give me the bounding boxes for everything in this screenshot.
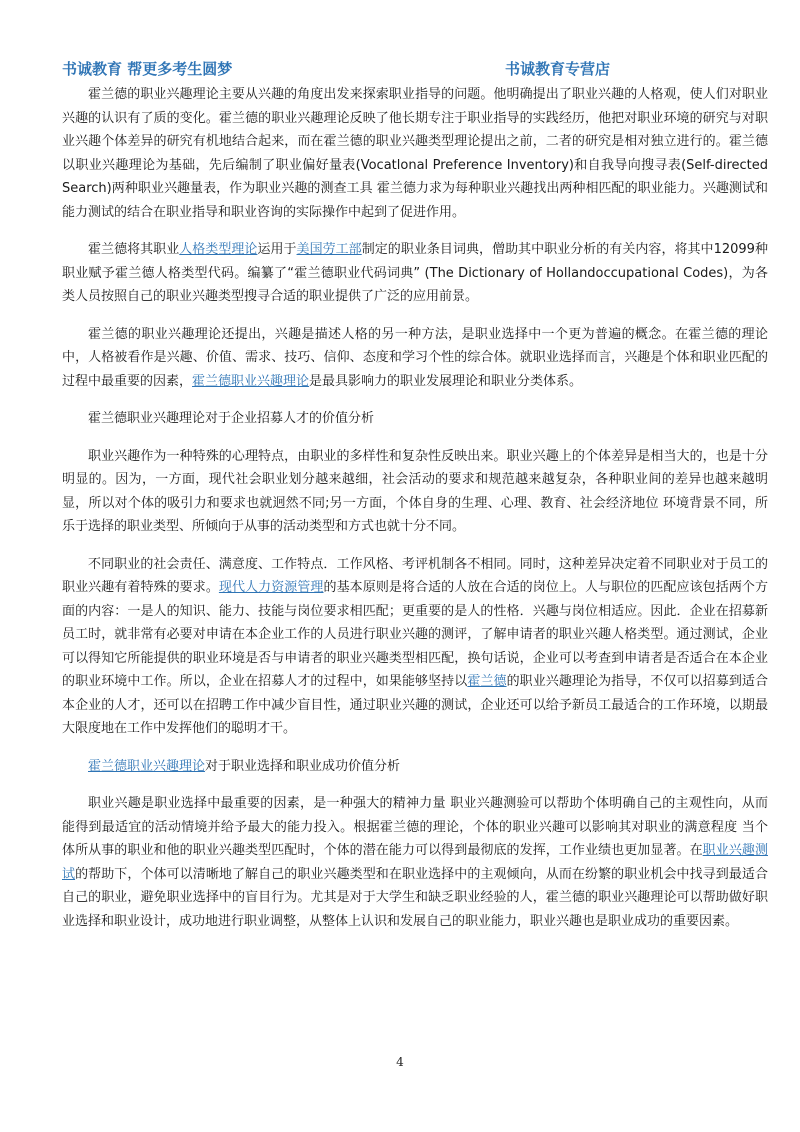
section-heading-recruitment-text: 霍兰德职业兴趣理论对于企业招募人才的价值分析 [88, 411, 375, 426]
link-holland-interest-theory[interactable]: 霍兰德职业兴趣理论 [192, 373, 310, 389]
page-header [0, 58, 800, 82]
page-number: 4 [396, 1055, 404, 1069]
link-personality-type-theory[interactable]: 人格类型理论 [179, 242, 258, 257]
paragraph-1-text: 霍兰德的职业兴趣理论主要从兴趣的角度出发来探索职业指导的问题。他明确提出了职业兴趣的人格观，使人们对职业兴趣的认识有了质的变化。霍兰德的职业兴趣理论反映了他长期专注于职业指导的实践经历，他把对职业环境的研究与对职业兴趣个体差异的研究有机地结合起来，而在霍兰德的职业兴趣类型理论提出之前，二者的研究是相对独立进行的。霍兰德以职业兴趣理论为基础，先后编制了职业偏好量表(Vocatlonal Preference Inventory)和自我导向搜寻表(Self-directed Search)两种职业兴趣量表，作为职业兴趣的测查工具 霍兰德力求为每种职业兴趣找出两种相匹配的职业能力。兴趣测试和能力测试的结合在职业指导和职业咨询的实际操作中起到了促进作用。 [62, 87, 768, 220]
paragraph-2-text-b: 运用于 [257, 242, 297, 257]
paragraph-1 [62, 83, 768, 224]
paragraph-6-text-b: 的帮助下，个体可以清晰地了解自己的职业兴趣类型和在职业选择中的主观倾向，从而在纷繁的职业机会中找寻到最适合自己的职业，避免职业选择中的盲目行为。尤其是对于大学生和缺乏职业经验的人，霍兰德的职业兴趣理论可以帮助做好职业选择和职业设计，成功地进行职业调整，从整体上认识和发展自己的职业能力，职业兴趣也是职业成功的重要因素。 [62, 866, 768, 929]
header-store-name: 书诚教育专营店 [505, 60, 611, 78]
header-slogan: 书诚教育 帮更多考生圆梦 [62, 60, 233, 78]
document-body [62, 83, 768, 947]
paragraph-6-text-a: 职业兴趣是职业选择中最重要的因素，是一种强大的精神力量 职业兴趣测验可以帮助个体明确自己的主观性向，从而能得到最适宜的活动情境并给予最大的能力投入。根据霍兰德的理论，个体的职业兴趣可以影响其对职业的满意程度 当个体所从事的职业和他的职业兴趣类型匹配时，个体的潜在能力可以得到最彻底的发挥，工作业绩也更加显著。在 [62, 796, 768, 858]
paragraph-4-text: 职业兴趣作为一种特殊的心理特点，由职业的多样性和复杂性反映出来。职业兴趣上的个体差异是相当大的，也是十分明显的。因为，一方面，现代社会职业划分越来越细，社会活动的要求和规范越来越复杂，各种职业间的差异也越来越明显，所以对个体的吸引力和要求也就迥然不同;另一方面，个体自身的生理、心理、教育、社会经济地位 环境背景不同，所乐于选择的职业类型、所倾向于从事的活动类型和方式也就十分不同。 [62, 448, 768, 534]
paragraph-2 [62, 238, 768, 309]
paragraph-2-text-c: 制定的职业条目词典，僧助其中职业分析的有关内容，将其中12099种职业赋予霍兰德人格类型代码。编纂了“霍兰德职业代码词典” (The Dictionary of Hollandoccupational Codes)，为各类人员按照自己的职业兴趣类型搜寻合适的职业提供了广泛的应用前景。 [62, 242, 768, 304]
paragraph-5-text-c: 的职业兴趣理论为指导，不仅可以招募到适合本企业的人才，还可以在招聘工作中减少盲目性，通过职业兴趣的测试，企业还可以给予新员工最适合的工作环境，以期最大限度地在工作中发挥他们的聪明才干。 [62, 674, 768, 736]
link-holland-interest-theory-heading[interactable]: 霍兰德职业兴趣理论 [88, 758, 206, 774]
paragraph-4 [62, 445, 768, 539]
paragraph-3 [62, 323, 768, 394]
section-heading-career-choice [62, 755, 768, 779]
paragraph-5-text-a: 不同职业的社会责任、满意度、工作特点．工作风格、考评机制各不相同。同时，这种差异决定着不同职业对于员工的职业兴趣有着特殊的要求。 [62, 556, 768, 595]
paragraph-3-text-b: 是最具影响力的职业发展理论和职业分类体系。 [309, 373, 583, 389]
section-heading-career-choice-text: 对于职业选择和职业成功价值分析 [205, 758, 401, 774]
paragraph-5 [62, 553, 768, 741]
link-us-department-of-labor[interactable]: 美国劳工部 [296, 242, 362, 257]
link-modern-hr-management[interactable]: 现代人力资源管理 [218, 580, 324, 595]
link-career-interest-test[interactable]: 职业兴趣测试 [62, 843, 768, 882]
section-heading-recruitment [62, 407, 768, 431]
paragraph-2-text-a: 霍兰德将其职业 [88, 242, 180, 257]
paragraph-6 [62, 792, 768, 933]
link-holland[interactable]: 霍兰德 [467, 674, 507, 689]
paragraph-5-text-b: 的基本原则是将合适的人放在合适的岗位上。人与职位的匹配应该包括两个方面的内容：一是人的知识、能力、技能与岗位要求相匹配；更重要的是人的性格．兴趣与岗位相适应。因此．企业在招募新员工时，就非常有必要对申请在本企业工作的人员进行职业兴趣的测评，了解申请者的职业兴趣人格类型。通过测试，企业可以得知它所能提供的职业环境是否与申请者的职业兴趣类型相匹配，换句话说，企业可以考查到申请者是否适合在本企业的职业环境中工作。所以，企业在招募人才的过程中，如果能够坚持以 [62, 580, 768, 689]
paragraph-3-text-a: 霍兰德的职业兴趣理论还提出，兴趣是描述人格的另一种方法，是职业选择中一个更为普遍的概念。在霍兰德的理论中，人格被看作是兴趣、价值、需求、技巧、信仰、态度和学习个性的综合体。就职业选择而言，兴趣是个体和职业匹配的过程中最重要的因素， [62, 326, 768, 389]
